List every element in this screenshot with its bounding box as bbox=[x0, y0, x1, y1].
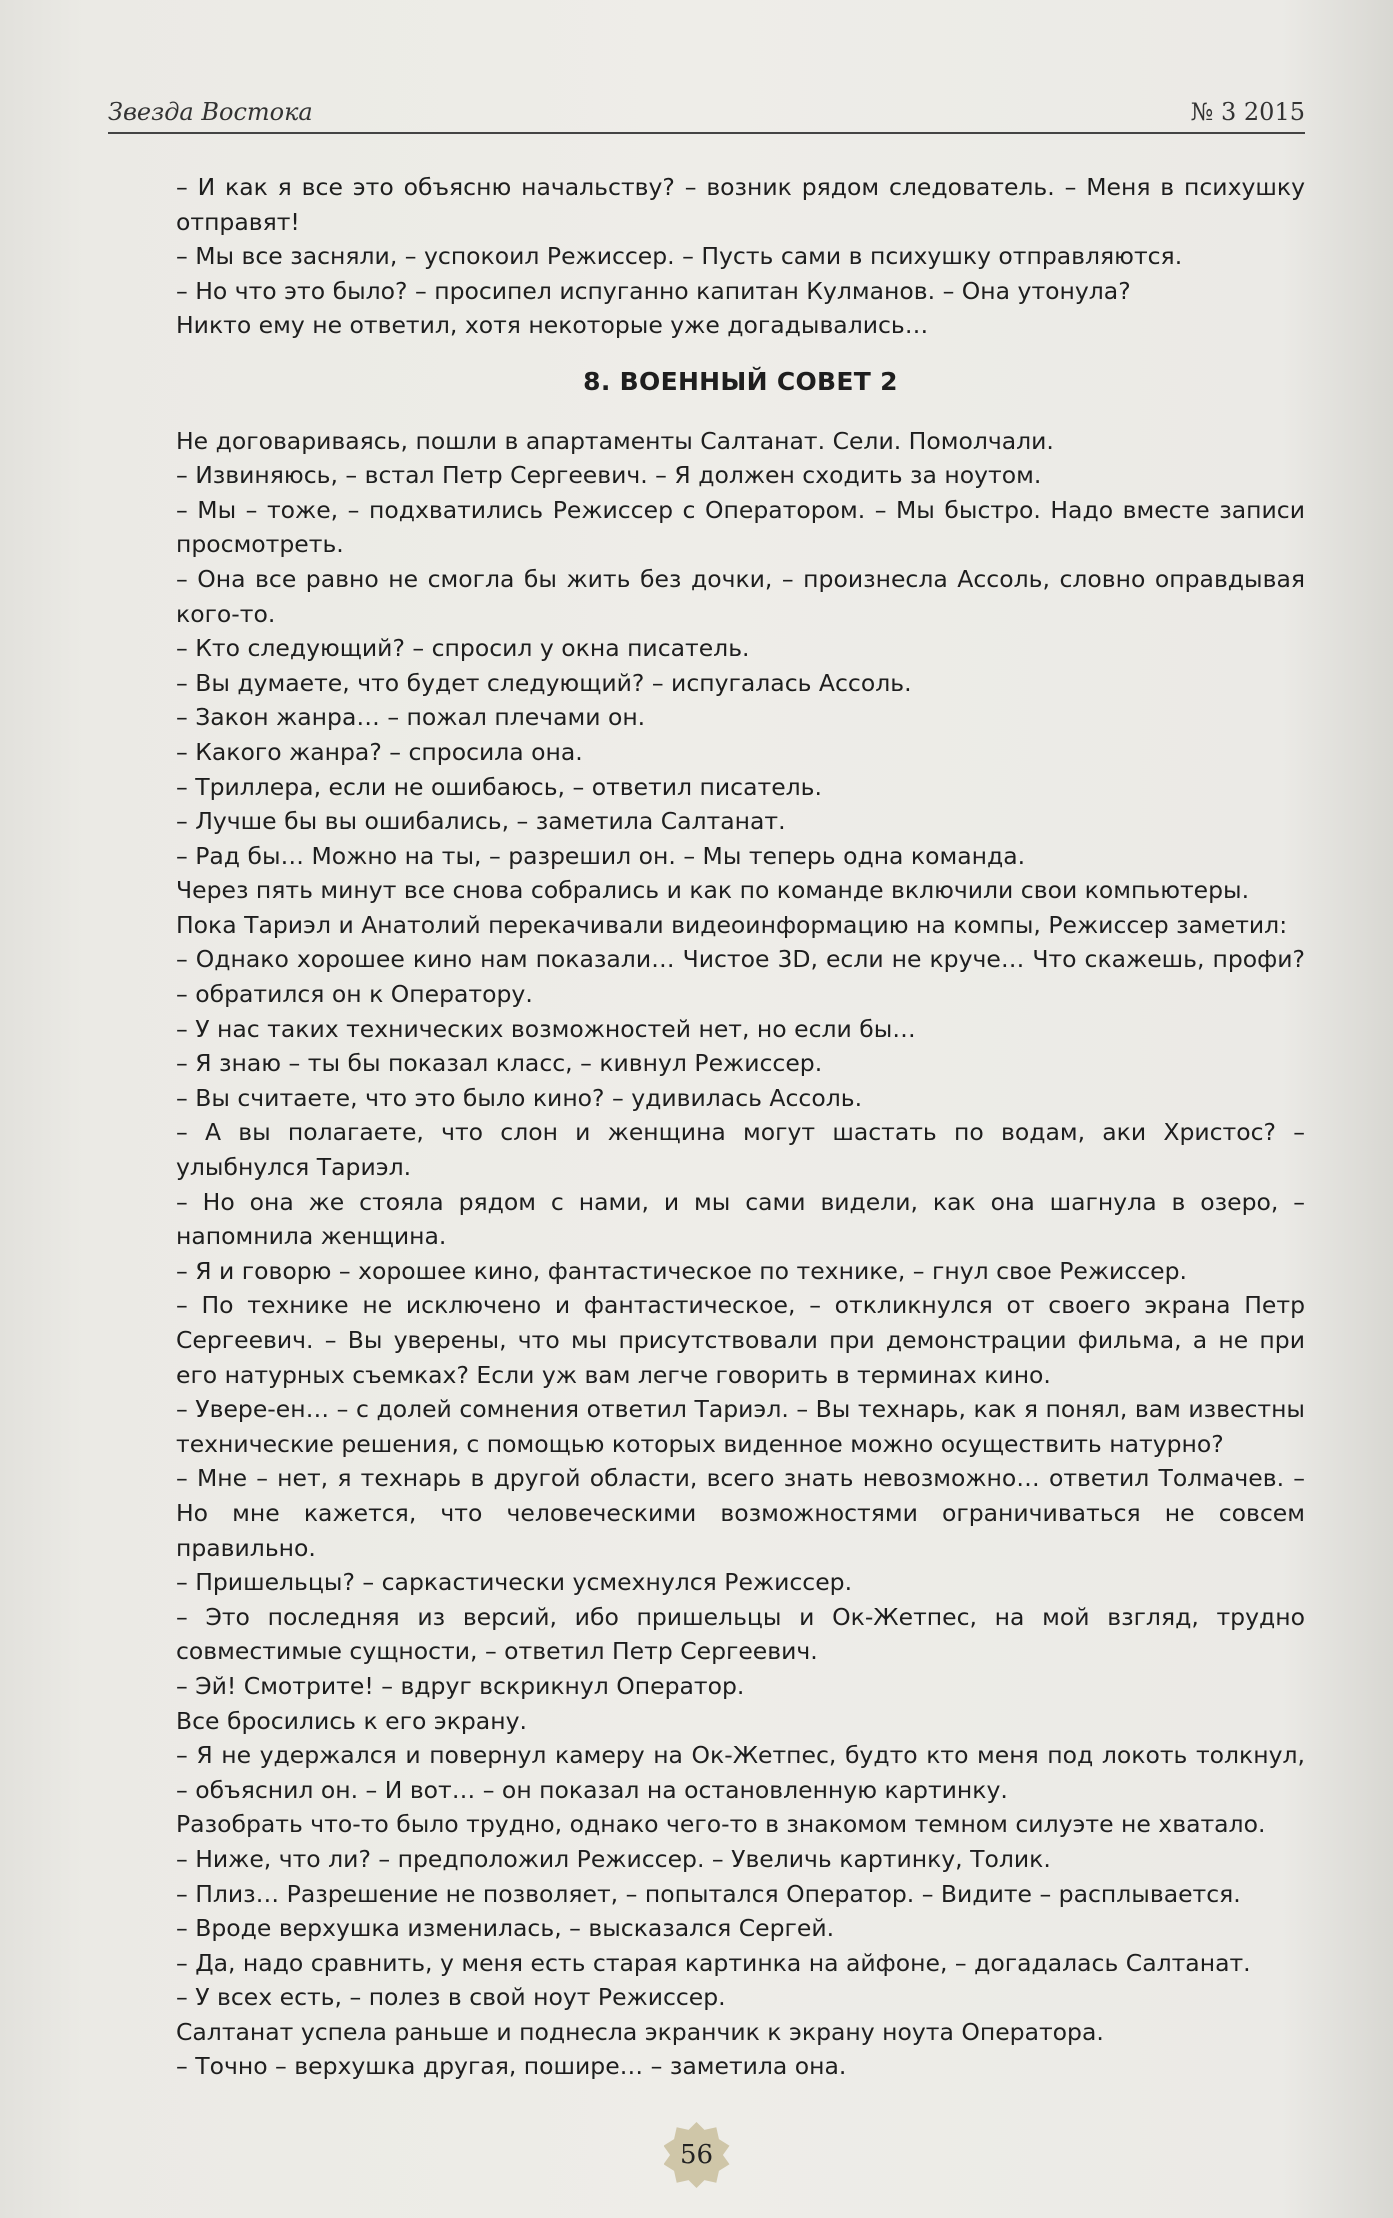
paragraph: – Мы все засняли, – успокоил Режиссер. – Пусть сами в психушку отправляются. bbox=[176, 242, 1183, 271]
paragraph: – У нас таких технических возможностей нет, но если бы… bbox=[176, 1014, 916, 1043]
paragraph: – Но что это было? – просипел испуганно капитан Кулманов. – Она утонула? bbox=[176, 276, 1131, 305]
article-body bbox=[176, 170, 1305, 2084]
paragraph: – Вы думаете, что будет следующий? – испугалась Ассоль. bbox=[176, 668, 912, 697]
paragraph: – Но она же стояла рядом с нами, и мы сами видели, как она шагнула в озеро, – напомнила женщина. bbox=[176, 1187, 1305, 1251]
paragraph: – Плиз… Разрешение не позволяет, – попытался Оператор. – Видите – расплывается. bbox=[176, 1879, 1241, 1908]
paragraph: – Мы – тоже, – подхватились Режиссер с Оператором. – Мы быстро. Надо вместе записи просмотреть. bbox=[176, 495, 1305, 559]
page-footer bbox=[0, 2122, 1393, 2192]
paragraph: – Лучше бы вы ошибались, – заметила Салтанат. bbox=[176, 807, 786, 836]
paragraph: – Рад бы… Можно на ты, – разрешил он. – Мы теперь одна команда. bbox=[176, 841, 1026, 870]
paragraph: – Какого жанра? – спросила она. bbox=[176, 737, 583, 766]
paragraph: – Ниже, что ли? – предположил Режиссер. – Увеличь картинку, Толик. bbox=[176, 1844, 1051, 1873]
paragraph: – Я и говорю – хорошее кино, фантастическое по технике, – гнул свое Режиссер. bbox=[176, 1256, 1187, 1285]
paragraph: Салтанат успела раньше и поднесла экранчик к экрану ноута Оператора. bbox=[176, 2017, 1104, 2046]
paragraph: Разобрать что-то было трудно, однако чего-то в знакомом темном силуэте не хватало. bbox=[176, 1810, 1266, 1839]
paragraph: – Вроде верхушка изменилась, – высказался Сергей. bbox=[176, 1914, 835, 1943]
paragraph: – Закон жанра… – пожал плечами он. bbox=[176, 703, 646, 732]
paragraph: Все бросились к его экрану. bbox=[176, 1706, 527, 1735]
paragraph: – Вы считаете, что это было кино? – удивилась Ассоль. bbox=[176, 1083, 863, 1112]
paragraph: – Однако хорошее кино нам показали… Чистое 3D, если не круче… Что скажешь, профи? – обратился он к Оператору. bbox=[176, 945, 1305, 1009]
paragraph: – У всех есть, – полез в свой ноут Режиссер. bbox=[176, 1983, 726, 2012]
paragraphs-before-section bbox=[176, 170, 1305, 343]
paragraph: – Извиняюсь, – встал Петр Сергеевич. – Я должен сходить за ноутом. bbox=[176, 461, 1042, 490]
issue-number: № 3 2015 bbox=[1190, 98, 1305, 126]
paragraph: – Да, надо сравнить, у меня есть старая картинка на айфоне, – догадалась Салтанат. bbox=[176, 1948, 1251, 1977]
paragraph: – А вы полагаете, что слон и женщина могут шастать по водам, аки Христос? – улыбнулся Тариэл. bbox=[176, 1118, 1305, 1182]
paragraph: – Мне – нет, я технарь в другой области, всего знать невозможно… ответил Толмачев. – Но мне кажется, что человеческими возможностями ограничиваться не совсем правильно. bbox=[176, 1464, 1305, 1562]
paragraph: – Пришельцы? – саркастически усмехнулся Режиссер. bbox=[176, 1568, 853, 1597]
section-title: 8. ВОЕННЫЙ СОВЕТ 2 bbox=[583, 366, 898, 396]
page-number: 56 bbox=[679, 2140, 714, 2170]
paragraph: – И как я все это объясню начальству? – возник рядом следователь. – Меня в психушку отправят! bbox=[176, 173, 1305, 236]
paragraph: – Точно – верхушка другая, пошире… – заметила она. bbox=[176, 2052, 847, 2081]
running-header bbox=[108, 92, 1305, 134]
paragraph: – Триллера, если не ошибаюсь, – ответил писатель. bbox=[176, 772, 822, 801]
paragraph: Никто ему не ответил, хотя некоторые уже догадывались… bbox=[176, 311, 929, 340]
paragraph: – Эй! Смотрите! – вдруг вскрикнул Оператор. bbox=[176, 1671, 745, 1700]
paragraph: Пока Тариэл и Анатолий перекачивали видеоинформацию на компы, Режиссер заметил: bbox=[176, 910, 1288, 939]
paragraph: Не договариваясь, пошли в апартаменты Салтанат. Сели. Помолчали. bbox=[176, 426, 1054, 455]
paragraph: – Увере-ен… – с долей сомнения ответил Тариэл. – Вы технарь, как я понял, вам известны технические решения, с помощью которых виденное можно осуществить натурно? bbox=[176, 1395, 1305, 1458]
paragraph: – Она все равно не смогла бы жить без дочки, – произнесла Ассоль, словно оправдывая кого-то. bbox=[176, 564, 1305, 628]
paragraph: – Кто следующий? – спросил у окна писатель. bbox=[176, 634, 750, 663]
journal-title: Звезда Востока bbox=[108, 98, 313, 126]
paragraph: Через пять минут все снова собрались и как по команде включили свои компьютеры. bbox=[176, 876, 1250, 905]
paragraphs-after-section bbox=[176, 424, 1305, 2085]
paragraph: – Я знаю – ты бы показал класс, – кивнул Режиссер. bbox=[176, 1049, 823, 1078]
paragraph: – Я не удержался и повернул камеру на Ок-Жетпес, будто кто меня под локоть толкнул, – объяснил он. – И вот… – он показал на остановленную картинку. bbox=[176, 1741, 1305, 1804]
paragraph: – Это последняя из версий, ибо пришельцы и Ок-Жетпес, на мой взгляд, трудно совместимые сущности, – ответил Петр Сергеевич. bbox=[176, 1602, 1305, 1666]
page-number-badge bbox=[664, 2122, 730, 2188]
paragraph: – По технике не исключено и фантастическое, – откликнулся от своего экрана Петр Сергеевич. – Вы уверены, что мы присутствовали при демонстрации фильма, а не при его натурных съемках? Если уж вам легче говорить в терминах кино. bbox=[176, 1291, 1305, 1389]
